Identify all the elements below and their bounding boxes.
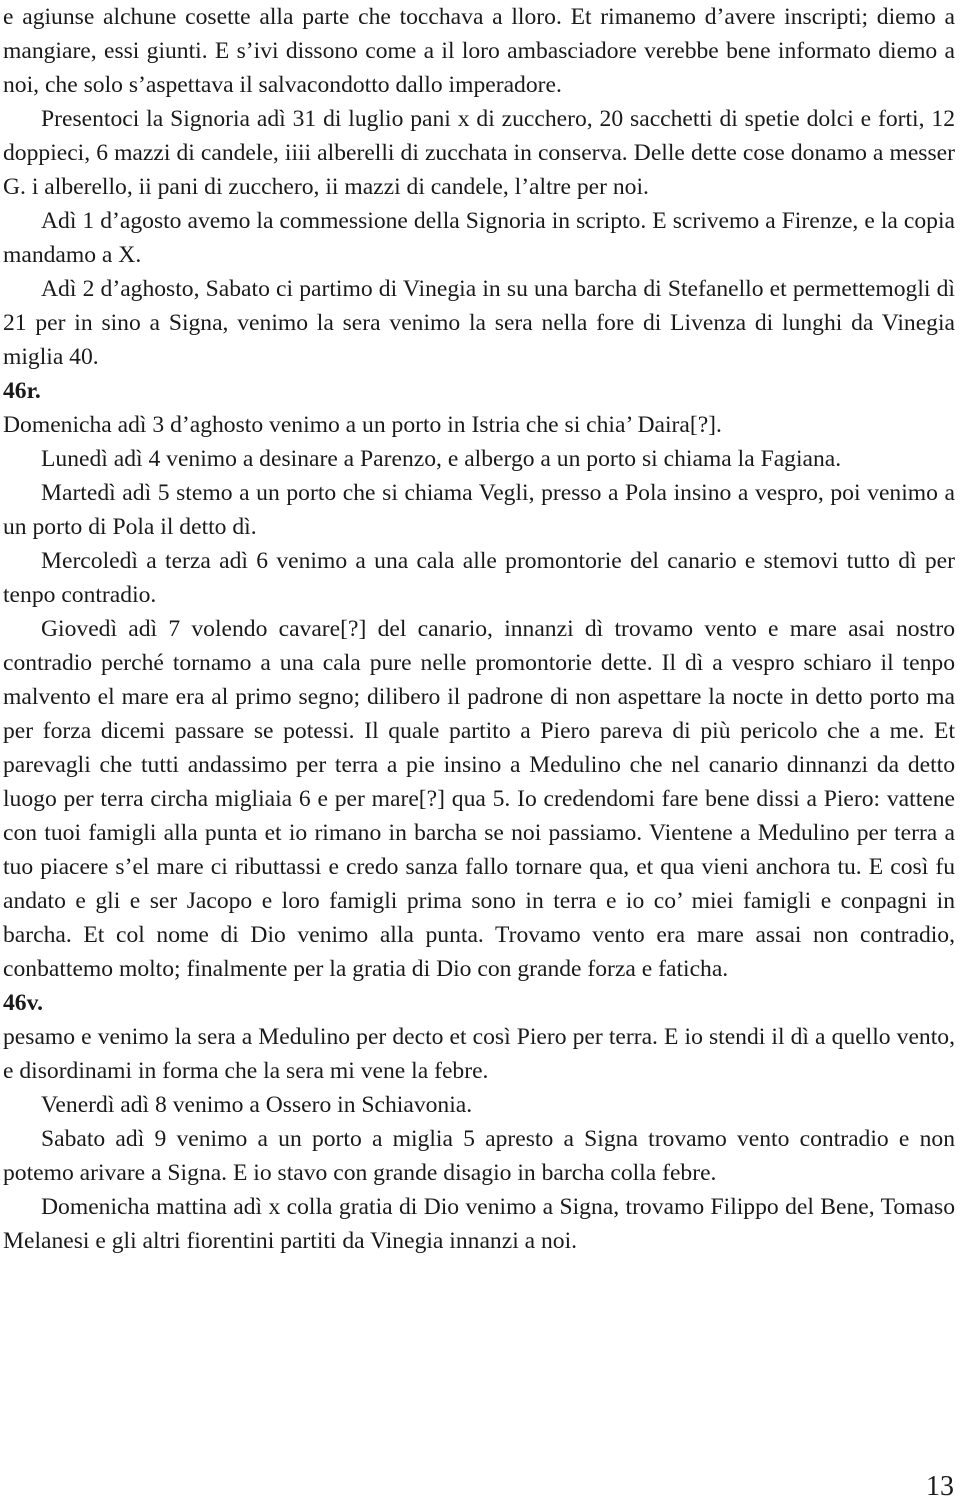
folio-marker: 46r. (3, 378, 41, 404)
text-paragraph: Adì 2 d’aghosto, Sabato ci partimo di Vinegia in su una barcha di Stefanello et permettemogli dì 21 per in sino a Signa, venimo la sera venimo la sera nella fore di Livenza di lunghi da Vinegia miglia 40. (3, 276, 955, 370)
text-paragraph: Domenicha mattina adì x colla gratia di Dio venimo a Signa, trovamo Filippo del Bene, Tomaso Melanesi e gli altri fiorentini partiti da Vinegia innanzi a noi. (3, 1194, 955, 1254)
text-paragraph: Giovedì adì 7 volendo cavare[?] del canario, innanzi dì trovamo vento e mare asai nostro contradio perché tornamo a una cala pure nelle promontorie dette. Il dì a vespro schiaro il tenpo malvento el mare era al primo segno; dilibero il padrone di non aspettare la nocte in detto porto ma per forza dicemi passare se potessi. Il quale partito a Piero pareva di più pericolo che a me. Et parevagli che tutti andassimo per terra a pie insino a Medulino che nel canario dinnanzi da detto luogo per terra circha migliaia 6 e per mare[?] qua 5. Io credendomi fare bene dissi a Piero: vattene con tuoi famigli alla punta et io rimano in barcha se noi passiamo. Vientene a Medulino per terra a tuo piacere s’el mare ci ributtassi e credo sanza fallo tornare qua, et qua vieni anchora tu. E così fu andato e gli e ser Jacopo e loro famigli prima sono in terra e io co’ miei famigli e conpagni in barcha. Et col nome di Dio venimo alla punta. Trovamo vento era mare assai non contradio, conbattemo molto; finalmente per la gratia di Dio con grande forza e faticha. (3, 616, 955, 982)
text-paragraph: Adì 1 d’agosto avemo la commessione della Signoria in scripto. E scrivemo a Firenze, e la copia mandamo a X. (3, 208, 955, 268)
text-paragraph: e agiunse alchune cosette alla parte che tocchava a lloro. Et rimanemo d’avere inscripti; diemo a mangiare, essi giunti. E s’ivi dissono come a il loro ambasciadore verebbe bene informato diemo a noi, che solo s’aspettava il salvacondotto dallo imperadore. (3, 4, 955, 98)
text-paragraph: Presentoci la Signoria adì 31 di luglio pani x di zucchero, 20 sacchetti di spetie dolci e forti, 12 doppieci, 6 mazzi di candele, iiii alberelli di zucchata in conserva. Delle dette cose donamo a messer G. i alberello, ii pani di zucchero, ii mazzi di candele, l’altre per noi. (3, 106, 955, 200)
text-paragraph: Sabato adì 9 venimo a un porto a miglia 5 apresto a Signa trovamo vento contradio e non potemo arivare a Signa. E io stavo con grande disagio in barcha colla febre. (3, 1126, 955, 1186)
text-paragraph: Domenicha adì 3 d’aghosto venimo a un porto in Istria che si chia’ Daira[?]. (3, 412, 722, 438)
text-paragraph: Martedì adì 5 stemo a un porto che si chiama Vegli, presso a Pola insino a vespro, poi venimo a un porto di Pola il detto dì. (3, 480, 955, 540)
text-paragraph: Lunedì adì 4 venimo a desinare a Parenzo, e albergo a un porto si chiama la Fagiana. (41, 446, 842, 472)
text-paragraph: Venerdì adì 8 venimo a Ossero in Schiavonia. (41, 1092, 473, 1118)
page-number: 13 (926, 1471, 954, 1502)
text-paragraph: pesamo e venimo la sera a Medulino per decto et così Piero per terra. E io stendi il dì a quello vento, e disordinami in forma che la sera mi vene la febre. (3, 1024, 955, 1084)
document-page (3, 0, 955, 1258)
folio-marker: 46v. (3, 990, 43, 1016)
text-paragraph: Mercoledì a terza adì 6 venimo a una cala alle promontorie del canario e stemovi tutto dì per tenpo contradio. (3, 548, 955, 608)
document-body (3, 0, 955, 1258)
